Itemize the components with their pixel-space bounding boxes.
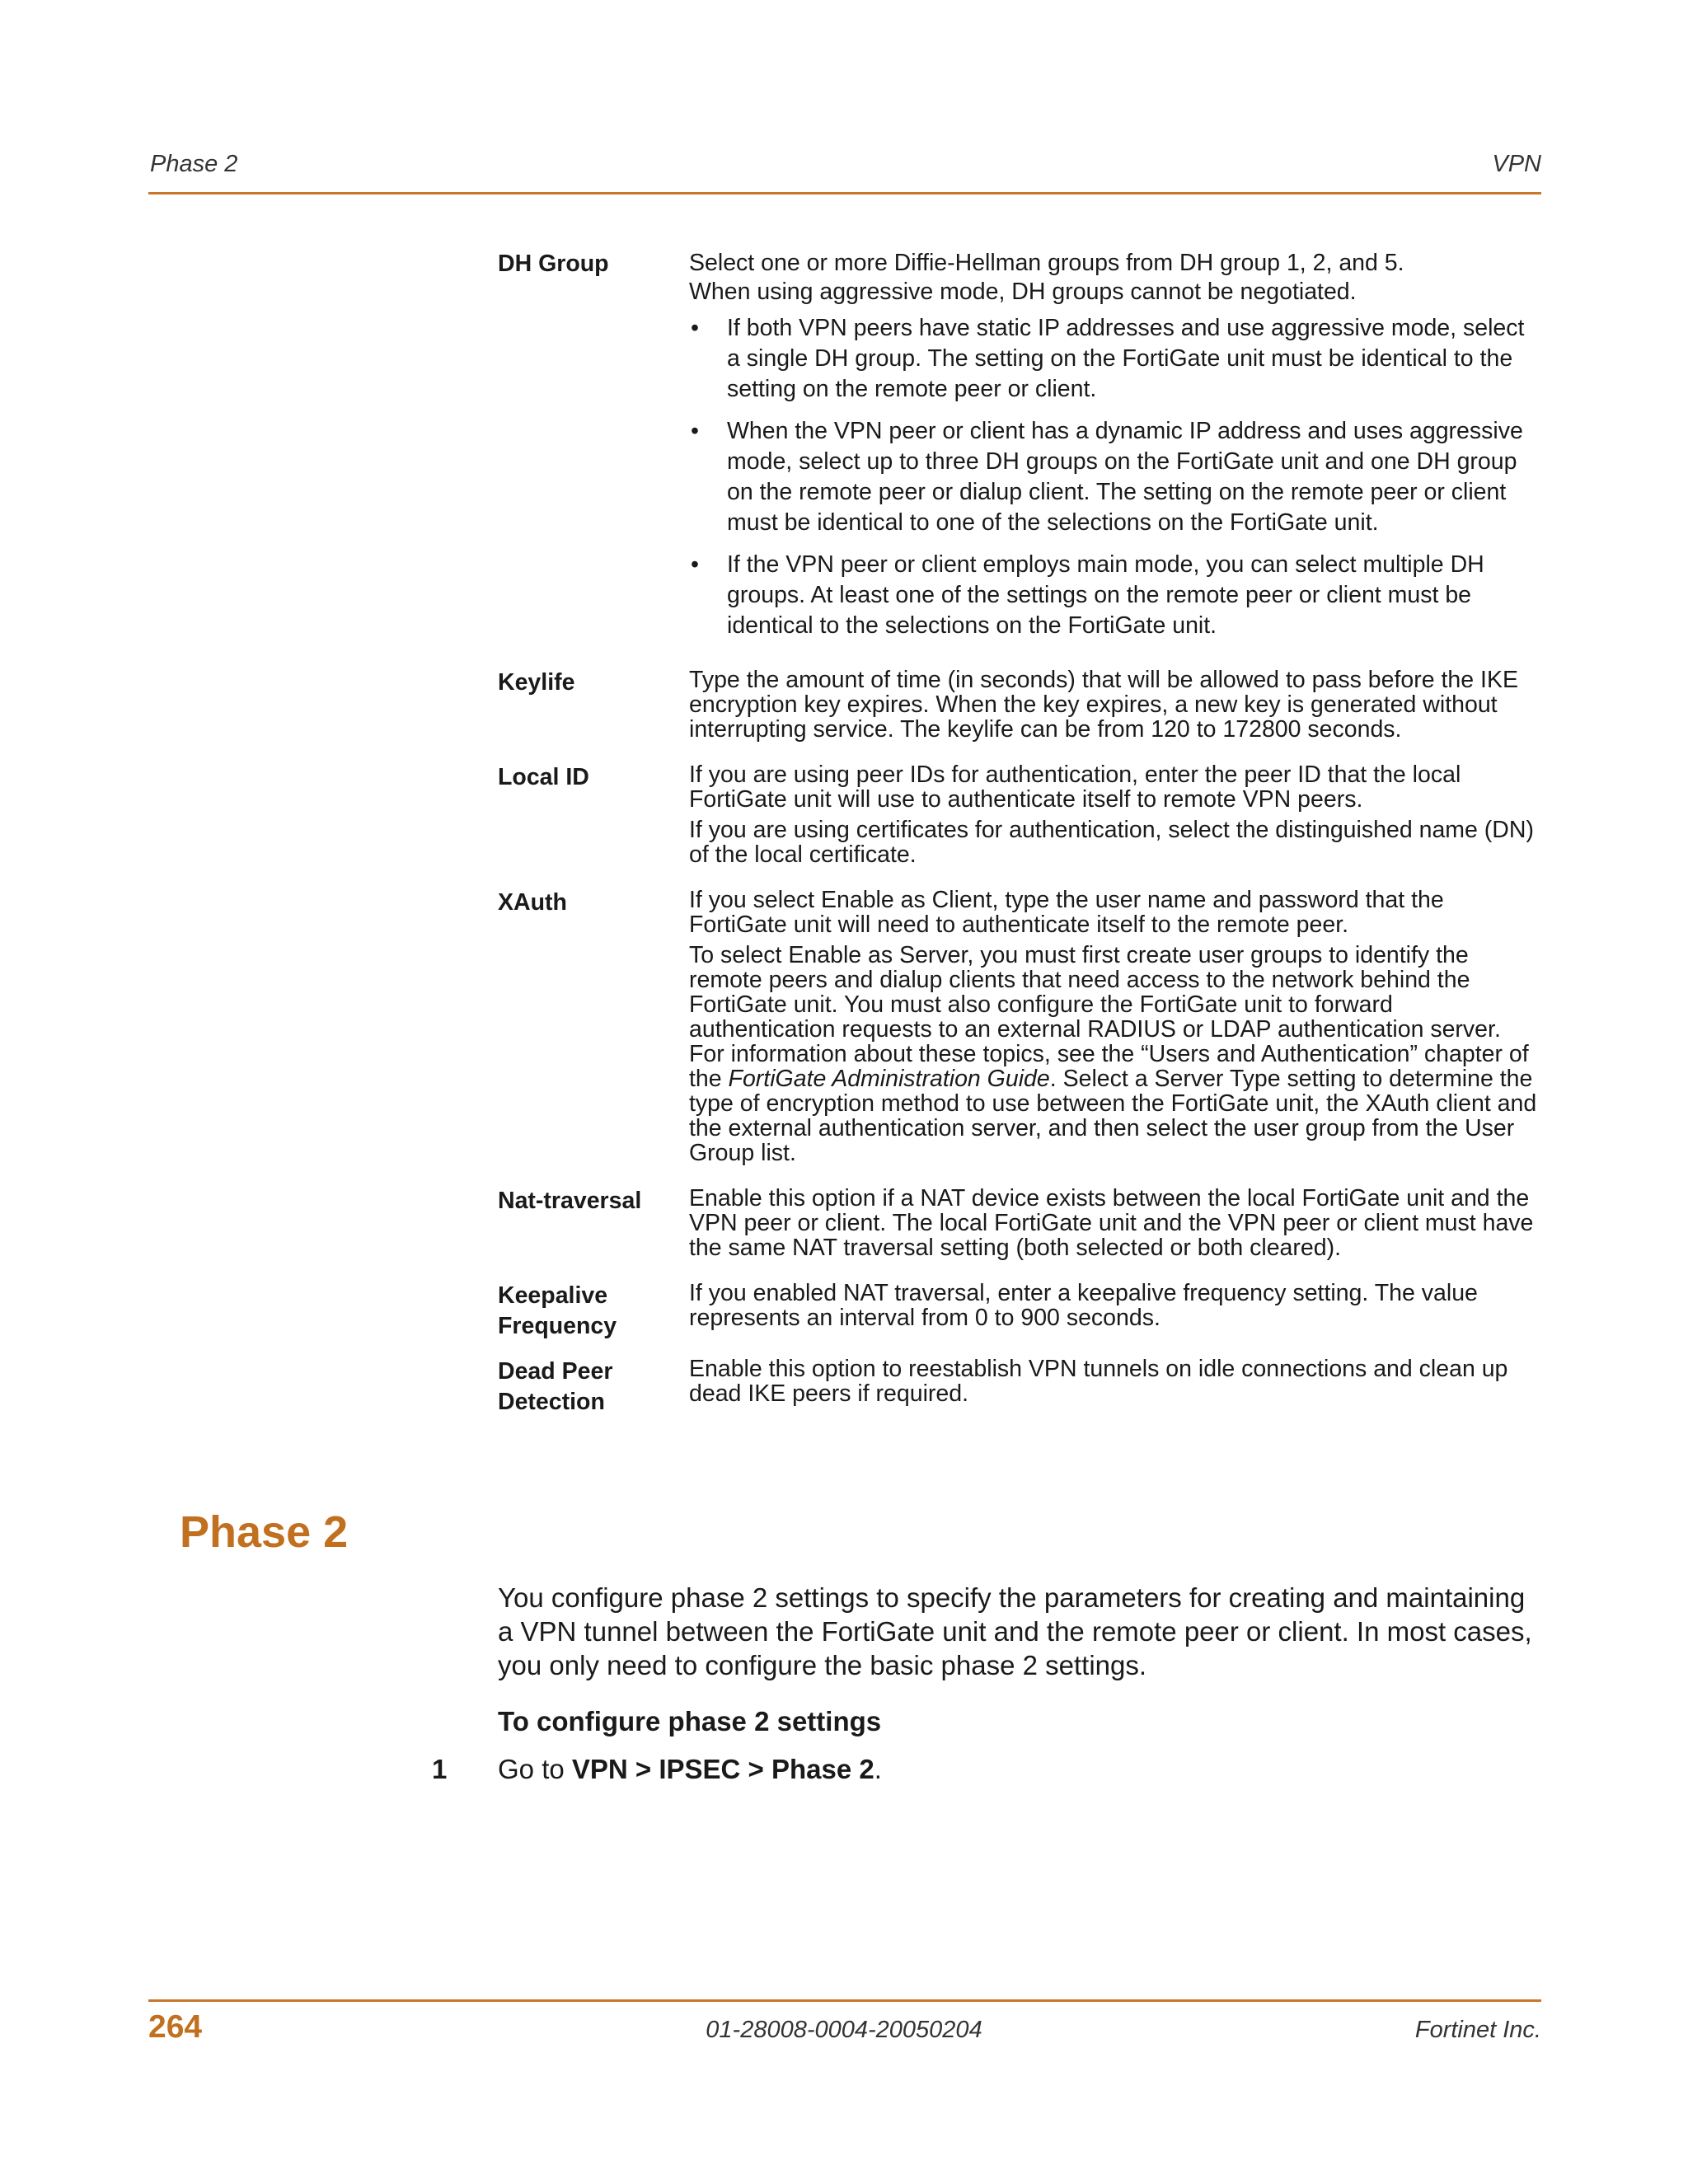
- step-number: 1: [432, 1754, 448, 1784]
- menu-path: VPN > IPSEC > Phase 2: [571, 1754, 874, 1784]
- bullet-item: • If both VPN peers have static IP addresses and use aggressive mode, select a single DH group. The setting on the FortiGate unit must be identical to the setting on the remote peer or client.: [689, 313, 1541, 405]
- definition-keepalive-frequency: [498, 1281, 1541, 1342]
- definition-term: DH Group: [498, 251, 609, 277]
- definition-local-id: [498, 762, 1541, 873]
- bullet-item: • When the VPN peer or client has a dynamic IP address and uses aggressive mode, select up to three DH groups on the FortiGate unit and one DH group on the remote peer or dialup client. The setting on the remote peer or client must be identical to one of the selections on the FortiGate unit.: [689, 416, 1541, 538]
- definition-term: Nat-traversal: [498, 1188, 642, 1214]
- section-intro: You configure phase 2 settings to specify the parameters for creating and maintaining a VPN tunnel between the FortiGate unit and the remote peer or client. In most cases, you only need to configure the basic phase 2 settings.: [498, 1582, 1532, 1680]
- definition-paragraph: Select one or more Diffie-Hellman groups from DH group 1, 2, and 5.: [689, 250, 1404, 276]
- step-text: [498, 1754, 882, 1785]
- definition-paragraph: Enable this option to reestablish VPN tunnels on idle connections and clean up dead IKE peers if required.: [689, 1356, 1508, 1407]
- footer-rule: [148, 1999, 1541, 2002]
- header-section-label: Phase 2: [150, 151, 238, 177]
- definition-body: [689, 668, 1541, 748]
- definition-paragraph: If you are using peer IDs for authentication, enter the peer ID that the local FortiGate unit will use to authenticate itself to remote VPN peers.: [689, 762, 1461, 813]
- definition-body: [689, 249, 1541, 653]
- header-rule: [148, 192, 1541, 194]
- definition-body: [689, 1281, 1541, 1342]
- bullet-list: [689, 313, 1541, 641]
- company-name: Fortinet Inc.: [1414, 2017, 1541, 2043]
- definition-paragraph: If you enabled NAT traversal, enter a keepalive frequency setting. The value represents an interval from 0 to 900 seconds.: [689, 1280, 1478, 1331]
- definition-list: [498, 249, 1541, 1432]
- definition-paragraph: When using aggressive mode, DH groups cannot be negotiated.: [689, 279, 1357, 305]
- bullet-item: • If the VPN peer or client employs main mode, you can select multiple DH groups. At least one of the settings on the remote peer or client must be identical to the selections on the FortiGate unit.: [689, 550, 1541, 641]
- definition-term: Keepalive Frequency: [498, 1282, 617, 1339]
- guide-title: FortiGate Administration Guide: [728, 1066, 1050, 1092]
- definition-paragraph: Enable this option if a NAT device exists between the local FortiGate unit and the VPN peer or client. The local FortiGate unit and the VPN peer or client must have the same NAT traversal setting (both selected or both cleared).: [689, 1185, 1534, 1261]
- header-chapter-label: VPN: [1492, 151, 1541, 177]
- definition-paragraph-rich: [689, 943, 1541, 1165]
- text-run: . Select a Server Type setting to determine the type of encryption method to use between the FortiGate unit, the XAuth client and the external authentication server, and then select the user group from the User Group list.: [689, 1066, 1537, 1166]
- definition-term: Keylife: [498, 669, 575, 696]
- step-suffix: .: [874, 1754, 882, 1784]
- procedure-title: To configure phase 2 settings: [498, 1706, 882, 1736]
- definition-term: Dead Peer Detection: [498, 1358, 613, 1415]
- definition-paragraph: If you are using certificates for authentication, select the distinguished name (DN) of the local certificate.: [689, 817, 1534, 868]
- definition-body: [689, 762, 1541, 873]
- section-heading: Phase 2: [180, 1507, 349, 1557]
- definition-nat-traversal: [498, 1186, 1541, 1266]
- document-id: 01-28008-0004-20050204: [706, 2017, 982, 2043]
- definition-body: [689, 1186, 1541, 1266]
- definition-paragraph: If you select Enable as Client, type the user name and password that the FortiGate unit will need to authenticate itself to the remote peer.: [689, 887, 1444, 938]
- definition-xauth: [498, 888, 1541, 1171]
- text-run: To select Enable as Server, you must first create user groups to identify the remote peers and dialup clients that need access to the network behind the FortiGate unit. You must also configure the FortiGate unit to forward authentication requests to an external RADIUS or LDAP authentication server. For information about these topics, see the “Users and Authentication” chapter of the: [689, 942, 1529, 1092]
- definition-term: XAuth: [498, 889, 567, 916]
- page-number: 264: [148, 2009, 203, 2045]
- definition-paragraph: Type the amount of time (in seconds) that will be allowed to pass before the IKE encryption key expires. When the key expires, a new key is generated without interrupting service. The keylife can be from 120 to 172800 seconds.: [689, 667, 1518, 743]
- page-header: [148, 151, 1541, 184]
- definition-body: [689, 888, 1541, 1171]
- definition-term: Local ID: [498, 764, 589, 790]
- definition-dh-group: [498, 249, 1541, 653]
- definition-body: [689, 1357, 1541, 1418]
- definition-dead-peer-detection: [498, 1357, 1541, 1418]
- definition-keylife: [498, 668, 1541, 748]
- step-prefix: Go to: [498, 1754, 572, 1784]
